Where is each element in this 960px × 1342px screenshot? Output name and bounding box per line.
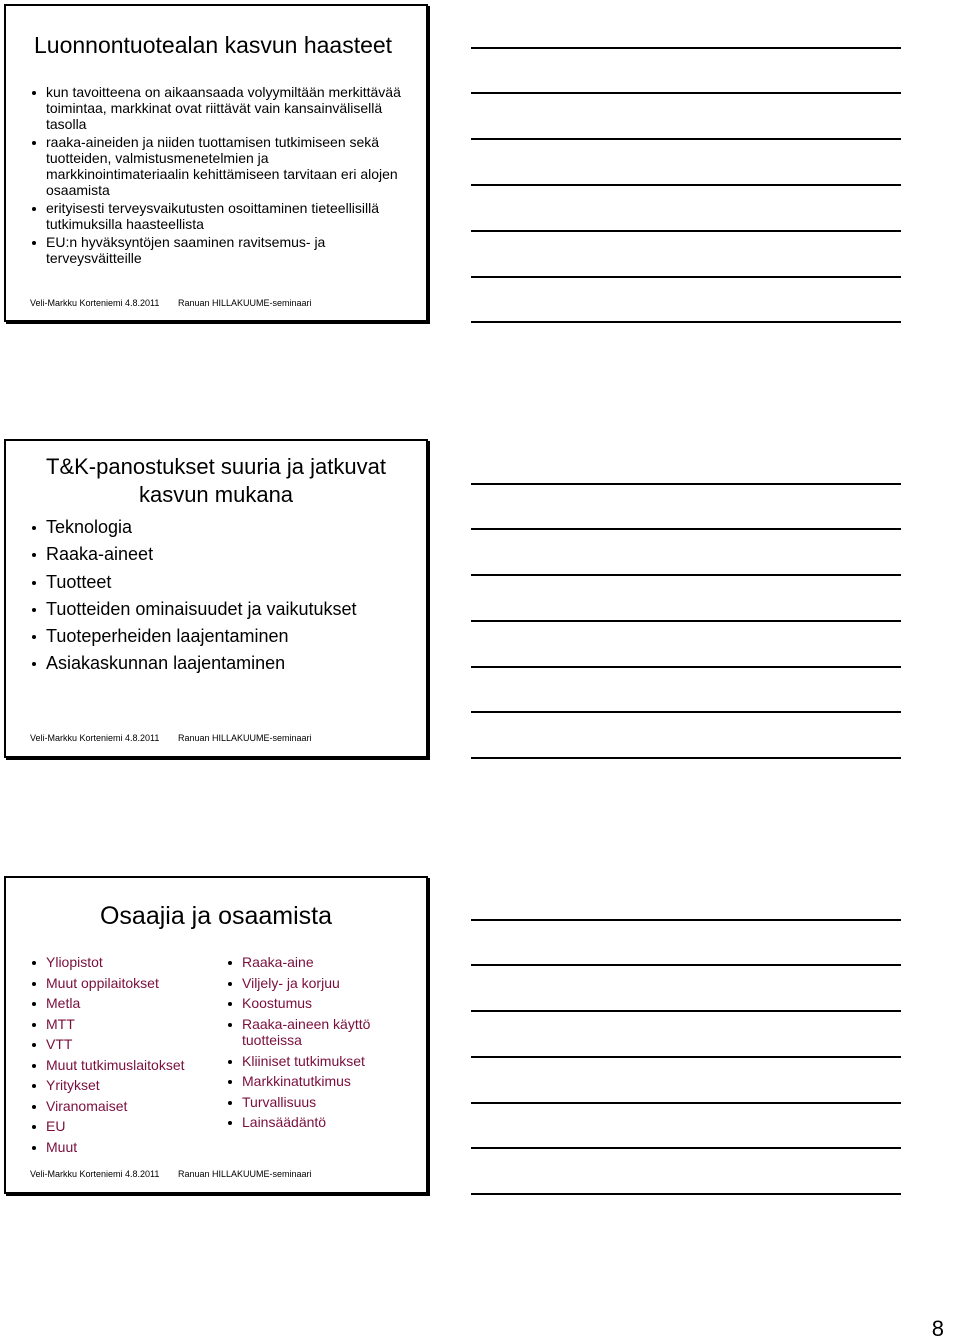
list-item: Kliiniset tutkimukset bbox=[226, 1053, 416, 1070]
slide-2 bbox=[4, 439, 428, 758]
note-line bbox=[471, 574, 901, 576]
note-line bbox=[471, 230, 901, 232]
list-item: Muut oppilaitokset bbox=[30, 975, 210, 992]
list-item: Muut bbox=[30, 1139, 210, 1156]
bullet-list bbox=[30, 84, 414, 268]
slide-title: Luonnontuotealan kasvun haasteet bbox=[34, 32, 393, 58]
page-number: 8 bbox=[931, 1316, 944, 1341]
note-line bbox=[471, 964, 901, 966]
list-item: EU:n hyväksyntöjen saaminen ravitsemus- ja terveysväitteille bbox=[30, 234, 414, 266]
list-item: EU bbox=[30, 1118, 210, 1135]
slide-footer-event: Ranuan HILLAKUUME-seminaari bbox=[178, 733, 312, 743]
slide-3 bbox=[4, 876, 428, 1194]
list-item: Raaka-aineen käyttö tuotteissa bbox=[226, 1016, 416, 1049]
note-line bbox=[471, 1056, 901, 1058]
note-line bbox=[471, 321, 901, 323]
note-line bbox=[471, 184, 901, 186]
list-item: Yliopistot bbox=[30, 954, 210, 971]
list-item: Asiakaskunnan laajentaminen bbox=[30, 653, 420, 673]
slide-footer-author: Veli-Markku Korteniemi 4.8.2011 bbox=[30, 298, 160, 308]
list-item: Turvallisuus bbox=[226, 1094, 416, 1111]
slide-footer-event: Ranuan HILLAKUUME-seminaari bbox=[178, 1169, 312, 1179]
note-line bbox=[471, 483, 901, 485]
note-line bbox=[471, 919, 901, 921]
slide-footer-event: Ranuan HILLAKUUME-seminaari bbox=[178, 298, 312, 308]
list-item: VTT bbox=[30, 1036, 210, 1053]
note-line bbox=[471, 1102, 901, 1104]
bullet-list-right bbox=[226, 954, 416, 1135]
list-item: Lainsäädäntö bbox=[226, 1114, 416, 1131]
bullet-list bbox=[30, 517, 420, 681]
note-line bbox=[471, 47, 901, 49]
note-line bbox=[471, 1193, 901, 1195]
list-item: Koostumus bbox=[226, 995, 416, 1012]
note-line bbox=[471, 666, 901, 668]
note-line bbox=[471, 620, 901, 622]
list-item: Metla bbox=[30, 995, 210, 1012]
note-line bbox=[471, 711, 901, 713]
list-item: raaka-aineiden ja niiden tuottamisen tutkimiseen sekä tuotteiden, valmistusmenetelmien ja markkinointimateriaalin kehittämiseen tarvitaan eri alojen osaamista bbox=[30, 134, 414, 198]
bullet-list-left bbox=[30, 954, 210, 1159]
list-item: Tuoteperheiden laajentaminen bbox=[30, 626, 420, 646]
slide-1 bbox=[4, 4, 428, 322]
slide-footer-author: Veli-Markku Korteniemi 4.8.2011 bbox=[30, 733, 160, 743]
list-item: kun tavoitteena on aikaansaada volyymiltään merkittävää toimintaa, markkinat ovat riittävät vain kansainvälisellä tasolla bbox=[30, 84, 414, 132]
list-item: erityisesti terveysvaikutusten osoittaminen tieteellisillä tutkimuksilla haasteellista bbox=[30, 200, 414, 232]
list-item: Markkinatutkimus bbox=[226, 1073, 416, 1090]
note-line bbox=[471, 276, 901, 278]
list-item: Tuotteet bbox=[30, 572, 420, 592]
slide-title: Osaajia ja osaamista bbox=[99, 902, 333, 930]
note-line bbox=[471, 528, 901, 530]
list-item: Tuotteiden ominaisuudet ja vaikutukset bbox=[30, 599, 420, 619]
list-item: Yritykset bbox=[30, 1077, 210, 1094]
list-item: MTT bbox=[30, 1016, 210, 1033]
note-line bbox=[471, 757, 901, 759]
list-item: Viranomaiset bbox=[30, 1098, 210, 1115]
note-line bbox=[471, 1147, 901, 1149]
list-item: Viljely- ja korjuu bbox=[226, 975, 416, 992]
note-line bbox=[471, 92, 901, 94]
list-item: Muut tutkimuslaitokset bbox=[30, 1057, 210, 1074]
list-item: Teknologia bbox=[30, 517, 420, 537]
slide-footer-author: Veli-Markku Korteniemi 4.8.2011 bbox=[30, 1169, 160, 1179]
note-line bbox=[471, 1010, 901, 1012]
list-item: Raaka-aineet bbox=[30, 544, 420, 564]
note-line bbox=[471, 138, 901, 140]
list-item: Raaka-aine bbox=[226, 954, 416, 971]
slide-title: T&K-panostukset suuria ja jatkuvat kasvun mukana bbox=[46, 454, 386, 507]
